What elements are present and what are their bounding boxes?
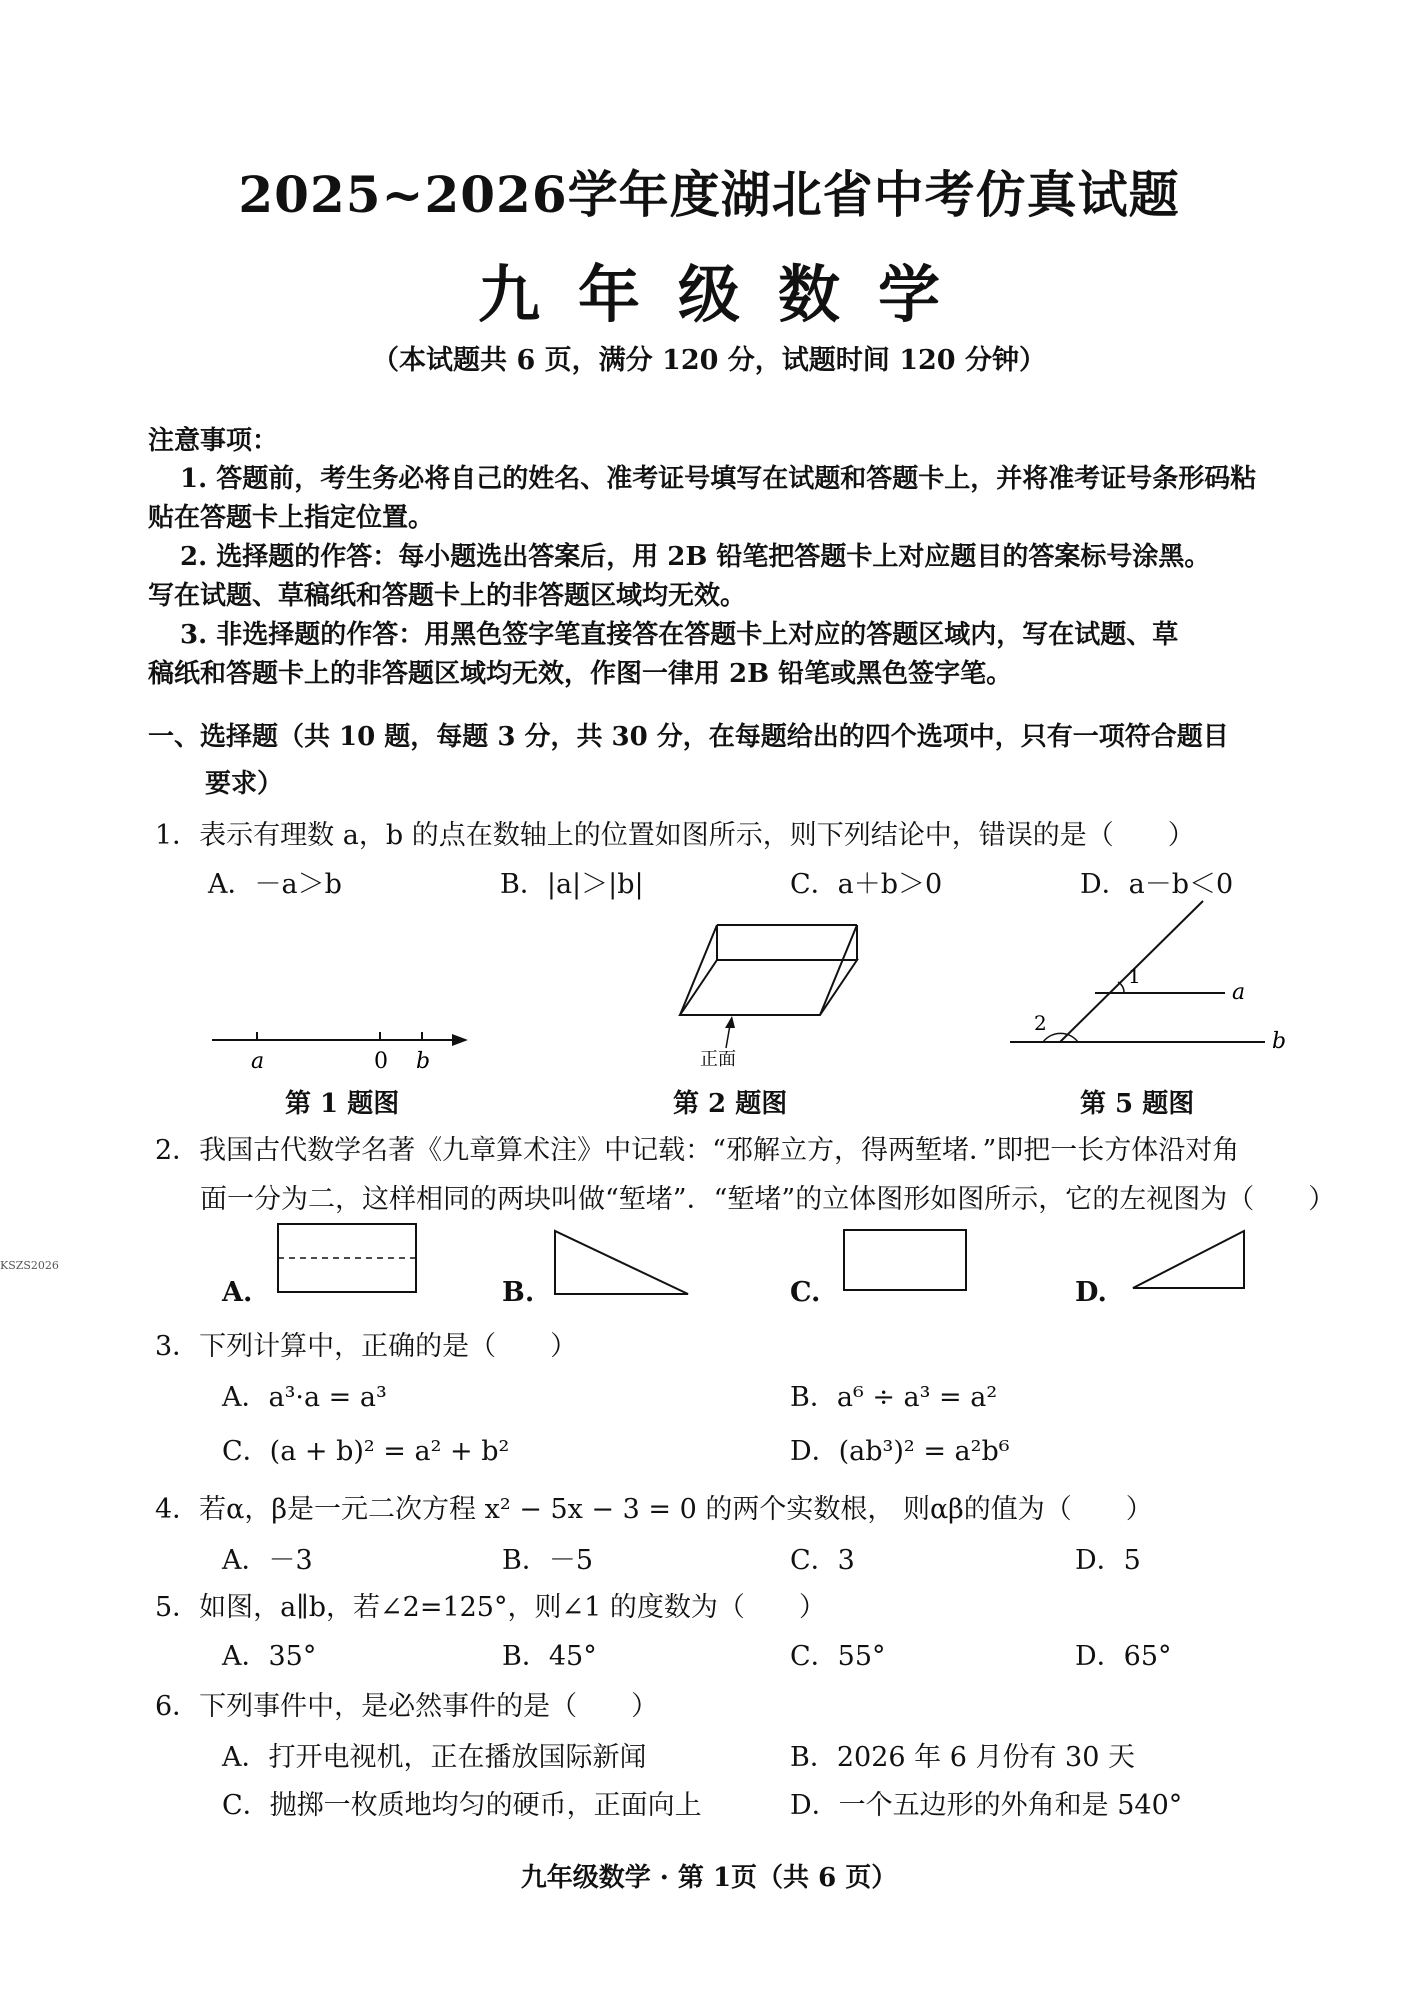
fig1-label-a: a xyxy=(251,1049,265,1074)
q2-option-a: A. xyxy=(222,1277,253,1308)
exam-info: （本试题共 6 页，满分 120 分，试题时间 120 分钟） xyxy=(372,345,1046,376)
q5-option-b: B．45° xyxy=(502,1641,597,1672)
figure-5-parallel-lines xyxy=(1010,895,1310,1075)
q5-option-c: C．55° xyxy=(790,1641,886,1672)
q1-option-a: A．－a＞b xyxy=(208,869,342,900)
figure-2-solid xyxy=(670,880,910,1070)
question-5-stem: 5．如图，a∥b，若∠2=125°，则∠1 的度数为（ ） xyxy=(155,1592,826,1623)
fig5-line-a: a xyxy=(1232,980,1246,1005)
q2-option-c-figure xyxy=(842,1228,970,1294)
figure-5-caption: 第 5 题图 xyxy=(1080,1089,1195,1119)
q1-option-d: D．a－b＜0 xyxy=(1080,869,1234,900)
q2-option-a-figure xyxy=(276,1222,420,1296)
question-3-stem: 3．下列计算中，正确的是（ ） xyxy=(155,1331,578,1362)
fig5-angle-1: 1 xyxy=(1128,964,1141,988)
q2-option-d: D. xyxy=(1075,1277,1107,1308)
q6-option-a: A．打开电视机，正在播放国际新闻 xyxy=(222,1742,647,1773)
notice-line-1: 1. 答题前，考生务必将自己的姓名、准考证号填写在试题和答题卡上，并将准考证号条形码粘 xyxy=(180,464,1257,494)
question-2-stem: 2．我国古代数学名著《九章算术注》中记载：“邪解立方，得两堑堵．”即把一长方体沿对角 xyxy=(155,1135,1240,1166)
q2-option-d-figure xyxy=(1130,1228,1248,1292)
section-heading-cont: 要求） xyxy=(205,769,284,799)
q2-option-b-figure xyxy=(552,1228,692,1298)
q5-option-a: A．35° xyxy=(222,1641,317,1672)
fig2-front-label: 正面 xyxy=(700,1049,736,1070)
page-footer: 九年级数学 · 第 1页（共 6 页） xyxy=(520,1863,898,1893)
notice-line-5: 3. 非选择题的作答：用黑色签字笔直接答在答题卡上对应的答题区域内，写在试题、草 xyxy=(180,620,1179,650)
exam-subject: 九年级数学 xyxy=(477,258,978,331)
notice-line-2: 贴在答题卡上指定位置。 xyxy=(148,503,435,533)
question-2-stem-cont: 面一分为二，这样相同的两块叫做“堑堵”．“堑堵”的立体图形如图所示，它的左视图为（ ） xyxy=(200,1184,1336,1215)
notice-heading: 注意事项： xyxy=(148,426,279,456)
q6-option-d: D．一个五边形的外角和是 540° xyxy=(790,1790,1183,1821)
q3-option-d: D．(ab³)² = a²b⁶ xyxy=(790,1436,1010,1467)
notice-line-3: 2. 选择题的作答：每小题选出答案后，用 2B 铅笔把答题卡上对应题目的答案标号涂黑。 xyxy=(180,542,1211,572)
q2-option-c: C. xyxy=(790,1277,821,1308)
figure-1-caption: 第 1 题图 xyxy=(285,1089,400,1119)
side-watermark: KSZS2026 xyxy=(0,1259,59,1272)
q3-option-c: C．(a + b)² = a² + b² xyxy=(222,1436,510,1467)
fig1-label-b: b xyxy=(416,1049,431,1074)
figure-2-caption: 第 2 题图 xyxy=(673,1089,788,1119)
figure-1-number-line xyxy=(200,1010,480,1090)
q2-option-b: B. xyxy=(502,1277,535,1308)
q6-option-b: B．2026 年 6 月份有 30 天 xyxy=(790,1742,1136,1773)
q1-option-b: B．|a|＞|b| xyxy=(500,869,644,900)
fig5-angle-2: 2 xyxy=(1034,1011,1047,1035)
question-6-stem: 6．下列事件中，是必然事件的是（ ） xyxy=(155,1691,659,1722)
q4-option-b: B．－5 xyxy=(502,1545,594,1576)
q1-option-c: C．a＋b＞0 xyxy=(790,869,943,900)
q6-option-c: C．抛掷一枚质地均匀的硬币，正面向上 xyxy=(222,1790,702,1821)
section-heading: 一、选择题（共 10 题，每题 3 分，共 30 分，在每题给出的四个选项中，只有一项符合题目 xyxy=(148,722,1229,752)
q4-option-d: D．5 xyxy=(1075,1545,1141,1576)
question-1-stem: 1．表示有理数 a，b 的点在数轴上的位置如图所示，则下列结论中，错误的是（ ） xyxy=(155,820,1195,851)
q4-option-a: A．－3 xyxy=(222,1545,313,1576)
q3-option-b: B．a⁶ ÷ a³ = a² xyxy=(790,1382,998,1413)
notice-line-4: 写在试题、草稿纸和答题卡上的非答题区域均无效。 xyxy=(148,581,747,611)
q3-option-a: A．a³·a = a³ xyxy=(222,1382,387,1413)
fig1-label-zero: 0 xyxy=(374,1049,388,1074)
q4-option-c: C．3 xyxy=(790,1545,855,1576)
fig5-line-b: b xyxy=(1272,1029,1287,1054)
notice-line-6: 稿纸和答题卡上的非答题区域均无效，作图一律用 2B 铅笔或黑色签字笔。 xyxy=(148,659,1013,689)
question-4-stem: 4．若α，β是一元二次方程 x² − 5x − 3 = 0 的两个实数根， 则αβ的值为（ ） xyxy=(155,1494,1153,1525)
exam-title: 2025~2026学年度湖北省中考仿真试题 xyxy=(238,165,1180,224)
q5-option-d: D．65° xyxy=(1075,1641,1172,1672)
